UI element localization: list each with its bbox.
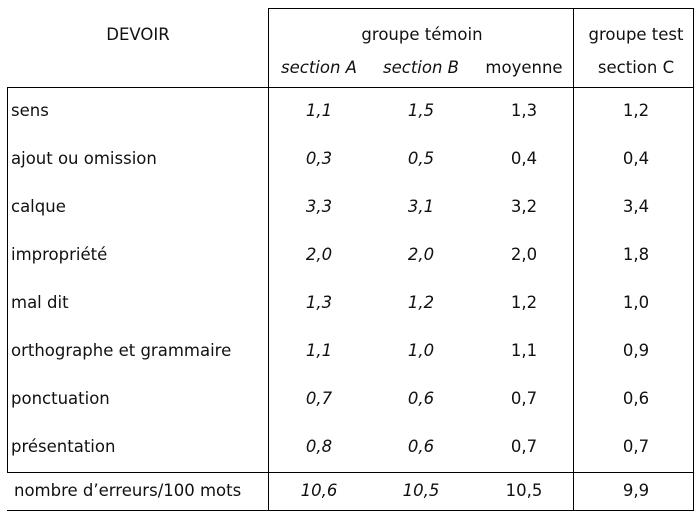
cell-section-a: 0,7 xyxy=(305,389,333,408)
col-header-section-b: section B xyxy=(383,58,459,77)
total-moyenne: 10,5 xyxy=(505,481,543,500)
col-header-devoir: DEVOIR xyxy=(106,25,170,44)
cell-moyenne: 3,2 xyxy=(510,197,538,216)
cell-section-a: 1,3 xyxy=(305,293,333,312)
cell-section-a: 3,3 xyxy=(305,197,333,216)
cell-moyenne: 2,0 xyxy=(510,245,538,264)
cell-section-c: 1,8 xyxy=(622,245,650,264)
group-header-test: groupe test xyxy=(588,25,684,44)
row-label: sens xyxy=(11,101,49,120)
cell-section-a: 1,1 xyxy=(305,341,333,360)
cell-section-b: 1,0 xyxy=(407,341,435,360)
cell-section-c: 0,7 xyxy=(622,437,650,456)
cell-moyenne: 1,1 xyxy=(510,341,538,360)
cell-section-c: 3,4 xyxy=(622,197,650,216)
cell-section-b: 2,0 xyxy=(407,245,435,264)
row-label: ponctuation xyxy=(11,389,110,408)
cell-section-c: 1,0 xyxy=(622,293,650,312)
col-header-section-c: section C xyxy=(597,58,675,77)
cell-section-a: 2,0 xyxy=(305,245,333,264)
cell-section-b: 3,1 xyxy=(407,197,435,216)
row-label: orthographe et grammaire xyxy=(11,341,232,360)
row-label: présentation xyxy=(11,437,116,456)
cell-section-a: 0,3 xyxy=(305,149,333,168)
row-label: ajout ou omission xyxy=(11,149,157,168)
cell-moyenne: 0,7 xyxy=(510,437,538,456)
cell-section-c: 0,9 xyxy=(622,341,650,360)
cell-section-b: 1,2 xyxy=(407,293,435,312)
row-label: impropriété xyxy=(11,245,108,264)
total-section-c: 9,9 xyxy=(622,481,650,500)
cell-section-b: 0,5 xyxy=(407,149,435,168)
row-label: mal dit xyxy=(11,293,69,312)
row-label: calque xyxy=(11,197,66,216)
col-header-section-a: section A xyxy=(281,58,357,77)
cell-section-a: 1,1 xyxy=(305,101,333,120)
cell-section-c: 1,2 xyxy=(622,101,650,120)
cell-section-b: 0,6 xyxy=(407,389,435,408)
cell-section-a: 0,8 xyxy=(305,437,333,456)
cell-moyenne: 1,3 xyxy=(510,101,538,120)
cell-section-b: 0,6 xyxy=(407,437,435,456)
cell-section-c: 0,6 xyxy=(622,389,650,408)
cell-section-c: 0,4 xyxy=(622,149,650,168)
cell-moyenne: 0,7 xyxy=(510,389,538,408)
total-section-a: 10,6 xyxy=(300,481,338,500)
total-section-b: 10,5 xyxy=(402,481,440,500)
col-header-moyenne: moyenne xyxy=(485,58,563,77)
total-label: nombre d’erreurs/100 mots xyxy=(14,481,242,500)
cell-section-b: 1,5 xyxy=(407,101,435,120)
group-header-temoin: groupe témoin xyxy=(361,25,483,44)
cell-moyenne: 0,4 xyxy=(510,149,538,168)
cell-moyenne: 1,2 xyxy=(510,293,538,312)
